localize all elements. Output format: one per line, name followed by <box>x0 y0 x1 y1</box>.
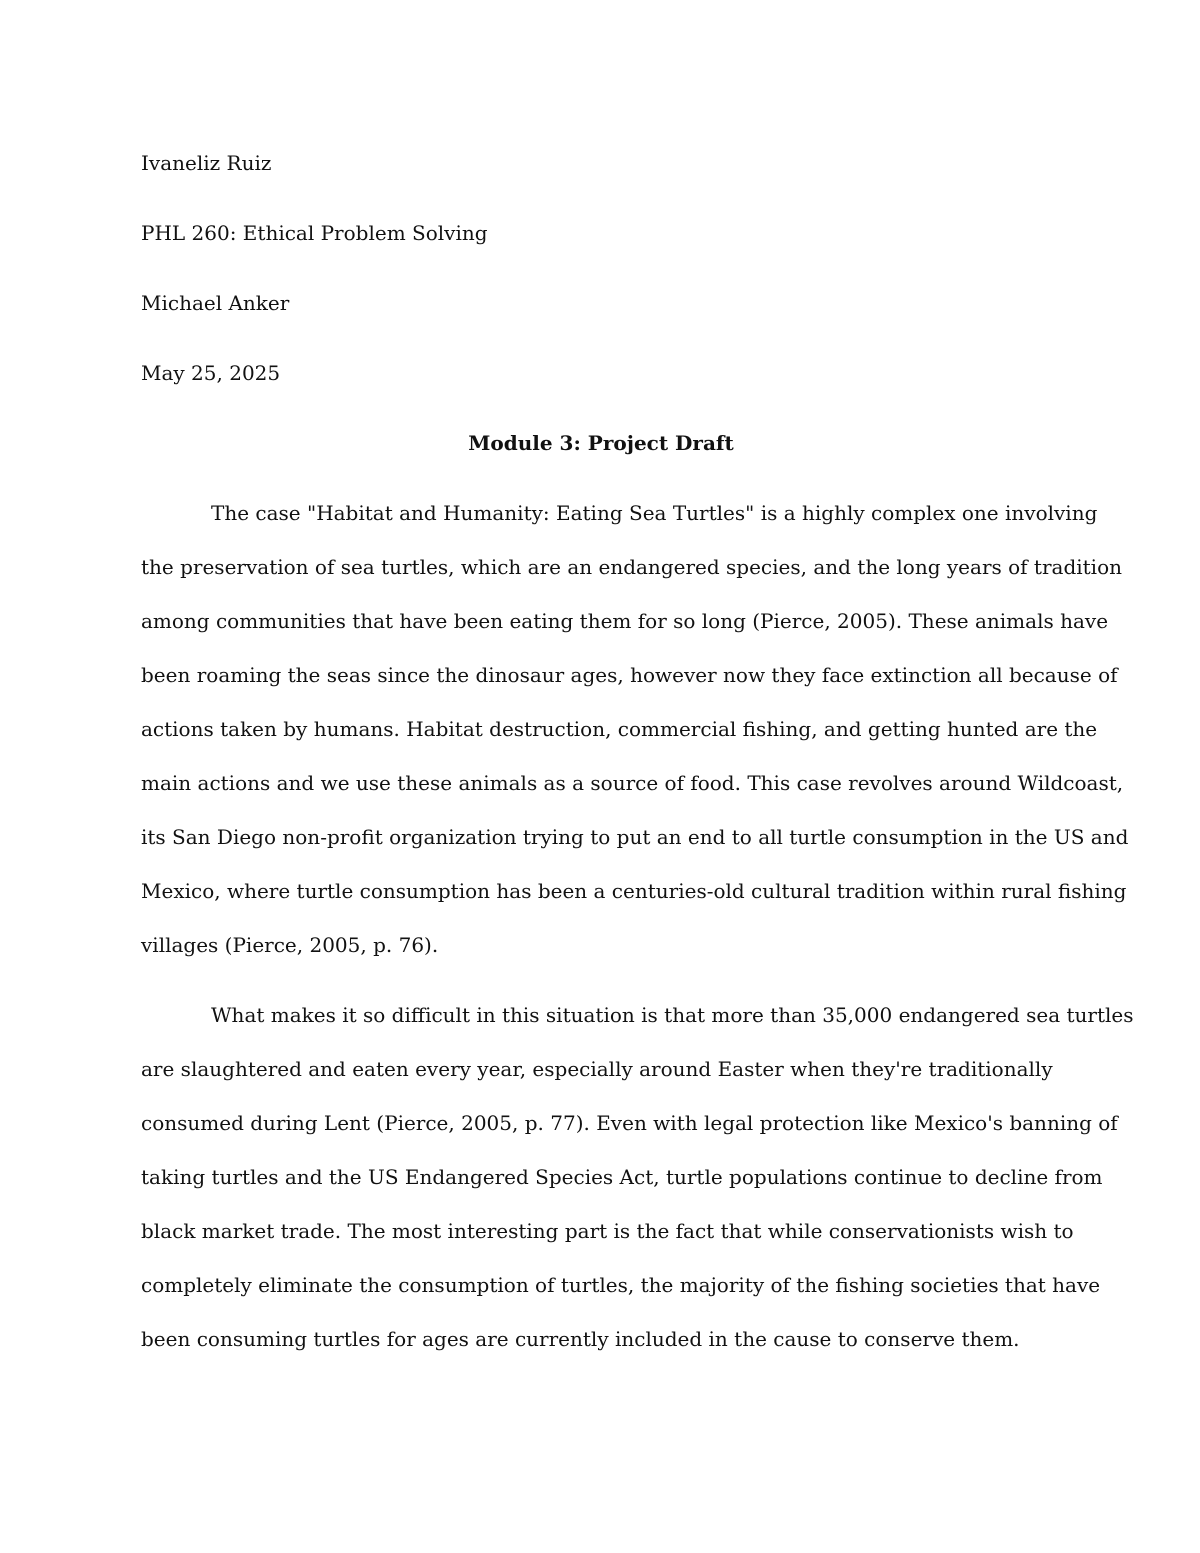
paragraph-line: What makes it so difficult in this situation is that more than 35,000 endangered sea turtles <box>211 1003 1134 1027</box>
paragraph-line: actions taken by humans. Habitat destruction, commercial fishing, and getting hunted are the <box>141 717 1098 741</box>
course-name: PHL 260: Ethical Problem Solving <box>141 221 488 245</box>
paragraph-line: consumed during Lent (Pierce, 2005, p. 77). Even with legal protection like Mexico's banning of <box>141 1111 1118 1135</box>
instructor-name: Michael Anker <box>141 291 290 315</box>
document-title: Module 3: Project Draft <box>468 431 734 455</box>
paragraph-line: completely eliminate the consumption of turtles, the majority of the fishing societies that have <box>141 1273 1101 1297</box>
paragraph-line: The case "Habitat and Humanity: Eating Sea Turtles" is a highly complex one involving <box>211 501 1098 525</box>
paragraph-line: been consuming turtles for ages are currently included in the cause to conserve them. <box>141 1327 1020 1351</box>
paragraph-line: main actions and we use these animals as a source of food. This case revolves around Wildcoast, <box>141 771 1124 795</box>
paragraph-line: Mexico, where turtle consumption has been a centuries-old cultural tradition within rural fishing <box>141 879 1127 903</box>
student-name: Ivaneliz Ruiz <box>141 151 272 175</box>
paragraph-1 <box>141 486 1129 972</box>
paragraph-line: black market trade. The most interesting part is the fact that while conservationists wish to <box>141 1219 1074 1243</box>
paragraph-line: been roaming the seas since the dinosaur ages, however now they face extinction all because of <box>141 663 1118 687</box>
paragraph-line: are slaughtered and eaten every year, especially around Easter when they're traditionally <box>141 1057 1053 1081</box>
paragraph-line: among communities that have been eating them for so long (Pierce, 2005). These animals have <box>141 609 1109 633</box>
document-body <box>141 136 1134 1382</box>
paragraph-line: the preservation of sea turtles, which are an endangered species, and the long years of tradition <box>141 555 1122 579</box>
document-date: May 25, 2025 <box>141 361 281 385</box>
paragraph-line: taking turtles and the US Endangered Species Act, turtle populations continue to decline from <box>141 1165 1103 1189</box>
paragraph-line: its San Diego non-profit organization trying to put an end to all turtle consumption in the US and <box>141 825 1129 849</box>
paragraph-line: villages (Pierce, 2005, p. 76). <box>141 933 439 957</box>
paragraph-2 <box>141 988 1134 1366</box>
